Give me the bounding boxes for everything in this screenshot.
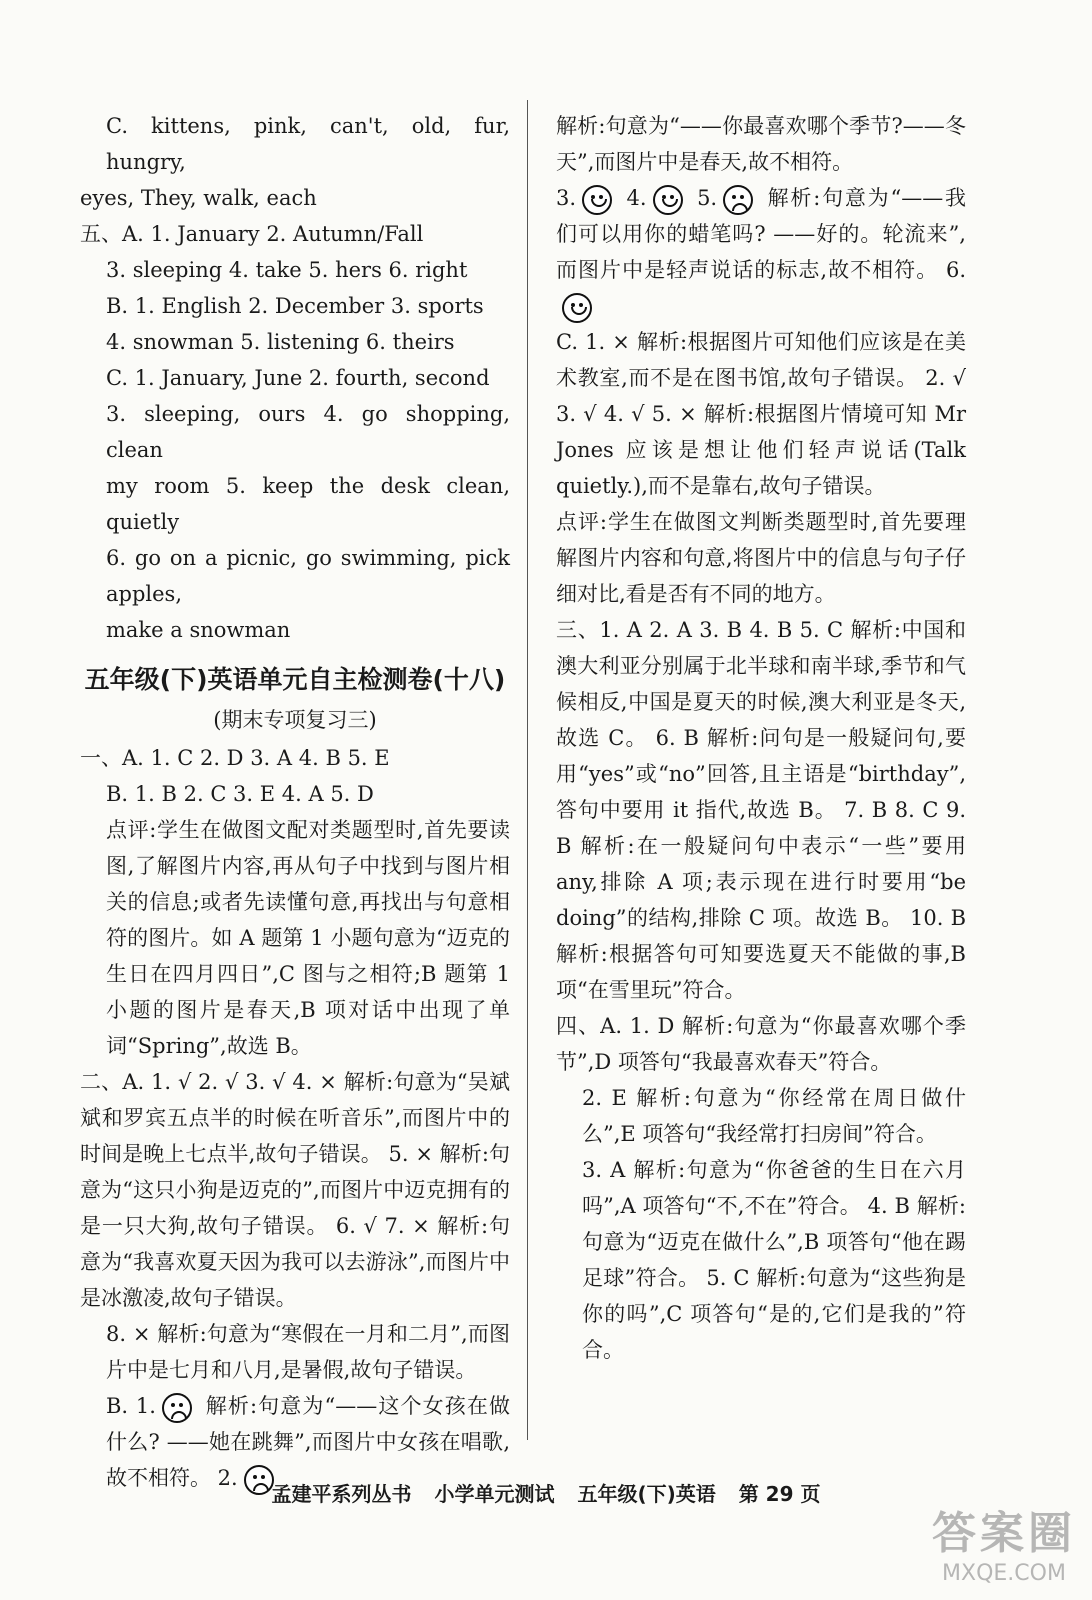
answer-line: C. kittens, pink, can't, old, fur, hungry, bbox=[106, 114, 510, 174]
answer-b3-6 bbox=[556, 180, 966, 324]
watermark-text: 答案圈 bbox=[932, 1508, 1076, 1559]
b1-label: B. 1. bbox=[106, 1394, 156, 1418]
answer-line: eyes, They, walk, each bbox=[80, 186, 317, 210]
footer-page-number: 第 29 页 bbox=[738, 1482, 821, 1506]
answer-line: 点评:学生在做图文配对类题型时,首先要读图,了解图片内容,再从句子中找到与图片相关的信息;或者先读懂句意,再找出与句意相符的图片。如 A 题第 1 小题句意为“迈克的生日在四月四日”,C 图与之相符;B 题第 1 小题的图片是春天,B 项对话中出现了单词“Spring”,故选 B。 bbox=[106, 818, 510, 1058]
b1-explanation: 解析:句意为“——这个女孩在做什么? ——她在跳舞”,而图片中女孩在唱歌,故不相符。 2. bbox=[106, 1394, 510, 1490]
answer-line: C. 1. × 解析:根据图片可知他们应该是在美术教室,而不是在图书馆,故句子错误。 2. √ 3. √ 4. √ 5. × 解析:根据图片情境可知 Mr Jones 应该是想让他们轻声说话(Talk quietly.),而不是靠右,故句子错误。 bbox=[556, 330, 966, 498]
answer-line: 三、1. A 2. A 3. B 4. B 5. C 解析:中国和澳大利亚分别属于北半球和南半球,季节和气候相反,中国是夏天的时候,澳大利亚是冬天,故选 C。 6. B 解析:问句是一般疑问句,要用“yes”或“no”回答,且主语是“birthday”,答句中要用 it 指代,故选 B。 7. B 8. C 9. B 解析:在一般疑问句中表示“一些”要用 any,排除 A 项;表示现在进行时要用“be doing”的结构,排除 C 项。故选 B。 10. B 解析:根据答句可知要选夏天不能做的事,B 项“在雪里玩”符合。 bbox=[556, 618, 966, 1002]
answer-line: 3. A 解析:句意为“你爸爸的生日在六月吗”,A 项答句“不,不在”符合。 4. B 解析:句意为“迈克在做什么”,B 项答句“他在踢足球”符合。 5. C 解析:句意为“这些狗是你的吗”,C 项答句“是的,它们是我的”符合。 bbox=[582, 1158, 966, 1362]
b5-label: 5. bbox=[697, 186, 718, 210]
column-divider bbox=[527, 100, 528, 1440]
answer-line: 3. sleeping 4. take 5. hers 6. right bbox=[106, 258, 468, 282]
footer-book: 小学单元测试 bbox=[434, 1482, 555, 1506]
b5-explanation: 解析:句意为“——我们可以用你的蜡笔吗? ——好的。轮流来”,而图片中是轻声说话的标志,故不相符。 bbox=[556, 186, 966, 282]
answer-line: 3. sleeping, ours 4. go shopping, clean bbox=[106, 402, 510, 462]
page-footer bbox=[0, 1478, 1092, 1507]
answer-line: 2. E 解析:句意为“你经常在周日做什么”,E 项答句“我经常打扫房间”符合。 bbox=[582, 1086, 966, 1146]
b6-label: 6. bbox=[945, 258, 966, 282]
answer-line: C. 1. January, June 2. fourth, second bbox=[106, 366, 490, 390]
right-column bbox=[556, 108, 966, 1368]
answer-line: make a snowman bbox=[106, 618, 291, 642]
smile-face-icon bbox=[653, 185, 683, 215]
footer-grade: 五年级(下)英语 bbox=[577, 1482, 716, 1506]
smile-face-icon bbox=[582, 185, 612, 215]
footer-series: 孟建平系列丛书 bbox=[271, 1482, 412, 1506]
b3-label: 3. bbox=[556, 186, 577, 210]
b4-label: 4. bbox=[626, 186, 647, 210]
answer-line: my room 5. keep the desk clean, quietly bbox=[106, 474, 510, 534]
answer-b2-explanation: 解析:句意为“——你最喜欢哪个季节?——冬天”,而图片中是春天,故不相符。 bbox=[556, 114, 966, 174]
answer-line: 五、A. 1. January 2. Autumn/Fall bbox=[80, 222, 424, 246]
answer-line: 8. × 解析:句意为“寒假在一月和二月”,而图片中是七月和八月,是暑假,故句子错误。 bbox=[106, 1322, 510, 1382]
section-title: 五年级(下)英语单元自主检测卷(十八) bbox=[84, 665, 506, 694]
watermark-logo bbox=[932, 1497, 1076, 1586]
answer-line: B. 1. B 2. C 3. E 4. A 5. D bbox=[106, 782, 374, 806]
watermark-url: MXQE.COM bbox=[942, 1561, 1066, 1586]
answers-block-1 bbox=[80, 108, 510, 648]
section-subtitle: (期末专项复习三) bbox=[213, 708, 377, 732]
answer-line: 四、A. 1. D 解析:句意为“你最喜欢哪个季节”,D 项答句“我最喜欢春天”符合。 bbox=[556, 1014, 966, 1074]
smile-face-icon bbox=[562, 293, 592, 323]
answer-line: 二、A. 1. √ 2. √ 3. √ 4. × 解析:句意为“吴斌斌和罗宾五点半的时候在听音乐”,而图片中的时间是晚上七点半,故句子错误。 5. × 解析:句意为“这只小狗是迈克的”,而图片中迈克拥有的是一只大狗,故句子错误。 6. √ 7. × 解析:句意为“我喜欢夏天因为我可以去游泳”,而图片中是冰激凌,故句子错误。 bbox=[80, 1070, 510, 1310]
answer-line: 点评:学生在做图文判断类题型时,首先要理解图片内容和句意,将图片中的信息与句子仔细对比,看是否有不同的地方。 bbox=[556, 510, 966, 606]
sad-face-icon bbox=[162, 1393, 192, 1423]
answer-line: B. 1. English 2. December 3. sports bbox=[106, 294, 484, 318]
answers-block-3 bbox=[556, 324, 966, 1368]
answers-block-2 bbox=[80, 740, 510, 1388]
answer-line: 4. snowman 5. listening 6. theirs bbox=[106, 330, 455, 354]
left-column bbox=[80, 108, 510, 1496]
answer-line: 一、A. 1. C 2. D 3. A 4. B 5. E bbox=[80, 746, 390, 770]
answer-line: 6. go on a picnic, go swimming, pick apples, bbox=[106, 546, 510, 606]
sad-face-icon bbox=[723, 185, 753, 215]
